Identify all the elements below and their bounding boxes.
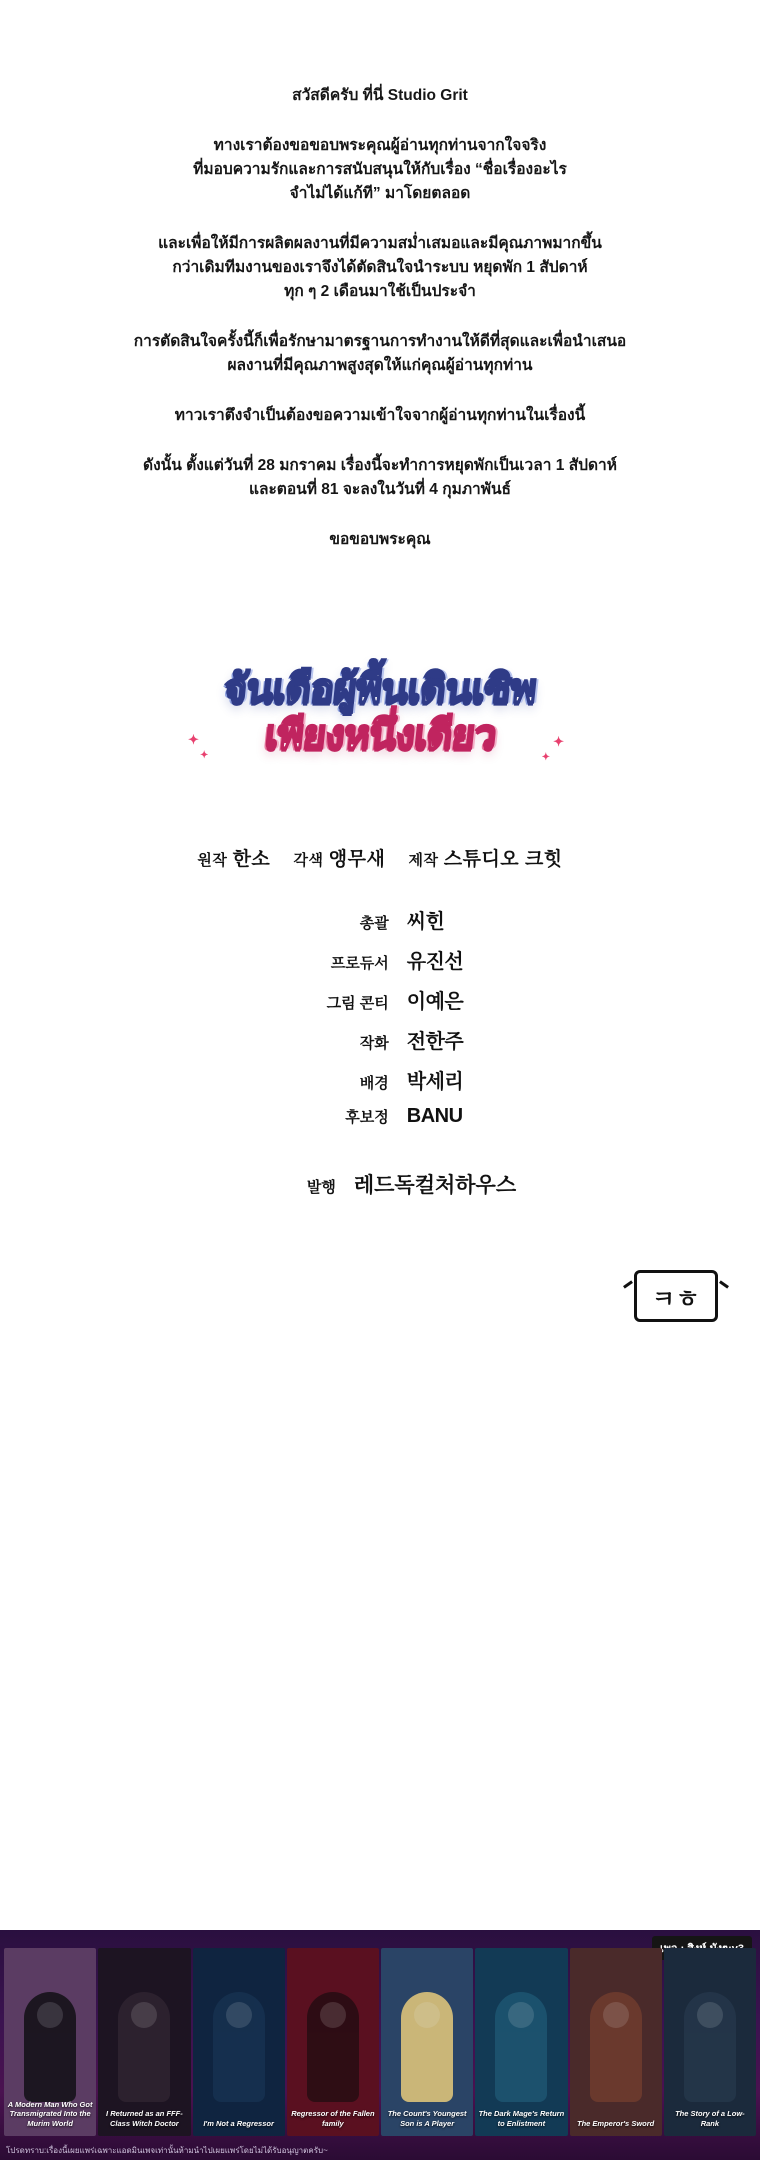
promo-card-title: I'm Not a Regressor: [203, 2118, 274, 2128]
series-logo-line-1: จันเดือผู้พื้นเดินเซิพ: [221, 666, 539, 713]
announcement-paragraph: [40, 330, 720, 378]
credit-role: 그림 콘티: [326, 995, 389, 1013]
promo-card-title: The Dark Mage's Return to Enlistment: [478, 2109, 565, 2128]
credit-row: [297, 945, 463, 974]
banner-footnote: โปรดทราบ:เรื่องนี้เผยแพร่เฉพาะแอดมินเพจเท่านั้นห้ามนำไปเผยแพร่โดยไม่ได้รับอนุญาตครับ~: [6, 2146, 328, 2155]
promo-card-title: The Story of a Low-Rank: [675, 2109, 745, 2128]
publisher-name: 레드독컬처하우스: [353, 1174, 517, 1198]
announcement-line: สวัสดีครับ ที่นี่ Studio Grit: [292, 87, 468, 104]
sparkle-icon: ✦: [188, 732, 199, 748]
credit-name: 유진선: [406, 951, 464, 974]
announcement-paragraph: [40, 454, 720, 502]
credit-role: 배경: [359, 1075, 389, 1093]
promo-banner: [0, 1930, 760, 2160]
promo-card-title: The Emperor's Sword: [577, 2118, 655, 2128]
character-figure: [401, 1992, 453, 2102]
credit-name: BANU: [406, 1105, 463, 1128]
credit-role: 프로듀서: [330, 955, 389, 973]
credit-role: 후보정: [345, 1109, 389, 1127]
announcement-paragraph: [40, 528, 720, 552]
credits-block: [0, 844, 760, 1199]
studio-stamp-box: [634, 1270, 718, 1322]
sparkle-icon: ✦: [541, 752, 550, 764]
credit-name: 스튜디오 크힛: [443, 849, 563, 871]
announcement-line: ดังนั้น ตั้งแต่วันที่ 28 มกราคม เรื่องนี้จะทำการหยุดพักเป็นเวลา 1 สัปดาห์: [143, 457, 617, 475]
promo-card-title: A Modern Man Who Got Transmigrated Into the Murim World: [7, 2099, 93, 2128]
credit-row: [297, 905, 463, 934]
promo-card[interactable]: [664, 1948, 756, 2136]
promo-card[interactable]: [381, 1948, 473, 2136]
announcement-line: ทุก ๆ 2 เดือนมาใช้เป็นประจำ: [284, 283, 476, 301]
announcement-line: ขอขอบพระคุณ: [329, 531, 431, 549]
sparkle-icon: ✦: [553, 734, 564, 750]
credit-role: 각색: [293, 852, 324, 870]
announcement-paragraph: [40, 84, 720, 108]
credit-role: 제작: [408, 852, 439, 870]
credits-list: [297, 905, 463, 1139]
credit-row: [297, 1025, 463, 1054]
credit-name: 이예은: [406, 991, 464, 1014]
promo-card[interactable]: [98, 1948, 190, 2136]
announcement-line: และเพื่อให้มีการผลิตผลงานที่มีความสม่ำเสมอและมีคุณภาพมากขึ้น: [158, 235, 602, 253]
credit-name: 전한주: [406, 1031, 464, 1054]
credit-name: 박세리: [406, 1071, 464, 1094]
promo-card-title: I Returned as an FFF-Class Witch Doctor: [106, 2109, 183, 2128]
promo-card-title: Regressor of the Fallen family: [291, 2109, 375, 2128]
credits-top-line: [0, 844, 760, 871]
character-figure: [590, 1992, 642, 2102]
series-logo-line-2: เพียงหนึ่งเดียว: [262, 712, 498, 759]
studio-stamp: [634, 1270, 718, 1328]
promo-card-list: [0, 1948, 760, 2136]
credit-name: 한소: [232, 849, 271, 871]
credit-role: 작화: [359, 1035, 389, 1053]
character-figure: [24, 1992, 76, 2102]
publisher-role: 발행: [306, 1179, 336, 1197]
promo-card[interactable]: [193, 1948, 285, 2136]
sparkle-icon: ✦: [200, 750, 209, 762]
promo-card[interactable]: [475, 1948, 567, 2136]
announcement-paragraph: [40, 134, 720, 206]
promo-card[interactable]: [287, 1948, 379, 2136]
announcement-paragraph: [40, 232, 720, 304]
character-figure: [118, 1992, 170, 2102]
studio-stamp-text: ㅋㅎ: [651, 1284, 701, 1313]
credit-name: 씨힌: [406, 911, 445, 934]
promo-card[interactable]: [570, 1948, 662, 2136]
credit-row: [297, 1105, 463, 1128]
announcement-line: ทาวเราตึงจำเป็นต้องขอความเข้าใจจากผู้อ่านทุกท่านในเรื่องนี้: [174, 407, 586, 425]
announcement-line: จำไม่ได้แก้ที” มาโดยตลอด: [289, 185, 471, 203]
promo-card-title: The Count's Youngest Son is A Player: [387, 2109, 467, 2128]
credit-row: [297, 985, 463, 1014]
announcement-line: ผลงานที่มีคุณภาพสูงสุดให้แก่คุณผู้อ่านทุกท่าน: [227, 357, 533, 375]
announcement-block: [0, 0, 760, 552]
credit-row: [297, 1065, 463, 1094]
announcement-paragraph: [40, 404, 720, 428]
promo-card[interactable]: [4, 1948, 96, 2136]
announcement-line: ที่มอบความรักและการสนับสนุนให้กับเรื่อง “ชื่อเรื่องอะไร: [193, 161, 567, 179]
announcement-line: การตัดสินใจครั้งนี้ก็เพื่อรักษามาตรฐานการทำงานให้ดีที่สุดและเพื่อนำเสนอ: [133, 333, 627, 351]
credit-name: 앵무새: [328, 849, 386, 871]
announcement-line: กว่าเดิมทีมงานของเราจึงได้ตัดสินใจนำระบบ หยุดพัก 1 สัปดาห์: [172, 259, 588, 277]
credit-role: 원작: [197, 852, 228, 870]
character-figure: [684, 1992, 736, 2102]
character-figure: [213, 1992, 265, 2102]
series-logo: [0, 622, 760, 802]
credit-role: 총괄: [359, 915, 389, 933]
character-figure: [307, 1992, 359, 2102]
character-figure: [495, 1992, 547, 2102]
announcement-line: และตอนที่ 81 จะลงในวันที่ 4 กุมภาพันธ์: [248, 481, 512, 499]
publisher-row: [0, 1169, 760, 1199]
announcement-line: ทางเราต้องขอขอบพระคุณผู้อ่านทุกท่านจากใจจริง: [213, 137, 547, 155]
